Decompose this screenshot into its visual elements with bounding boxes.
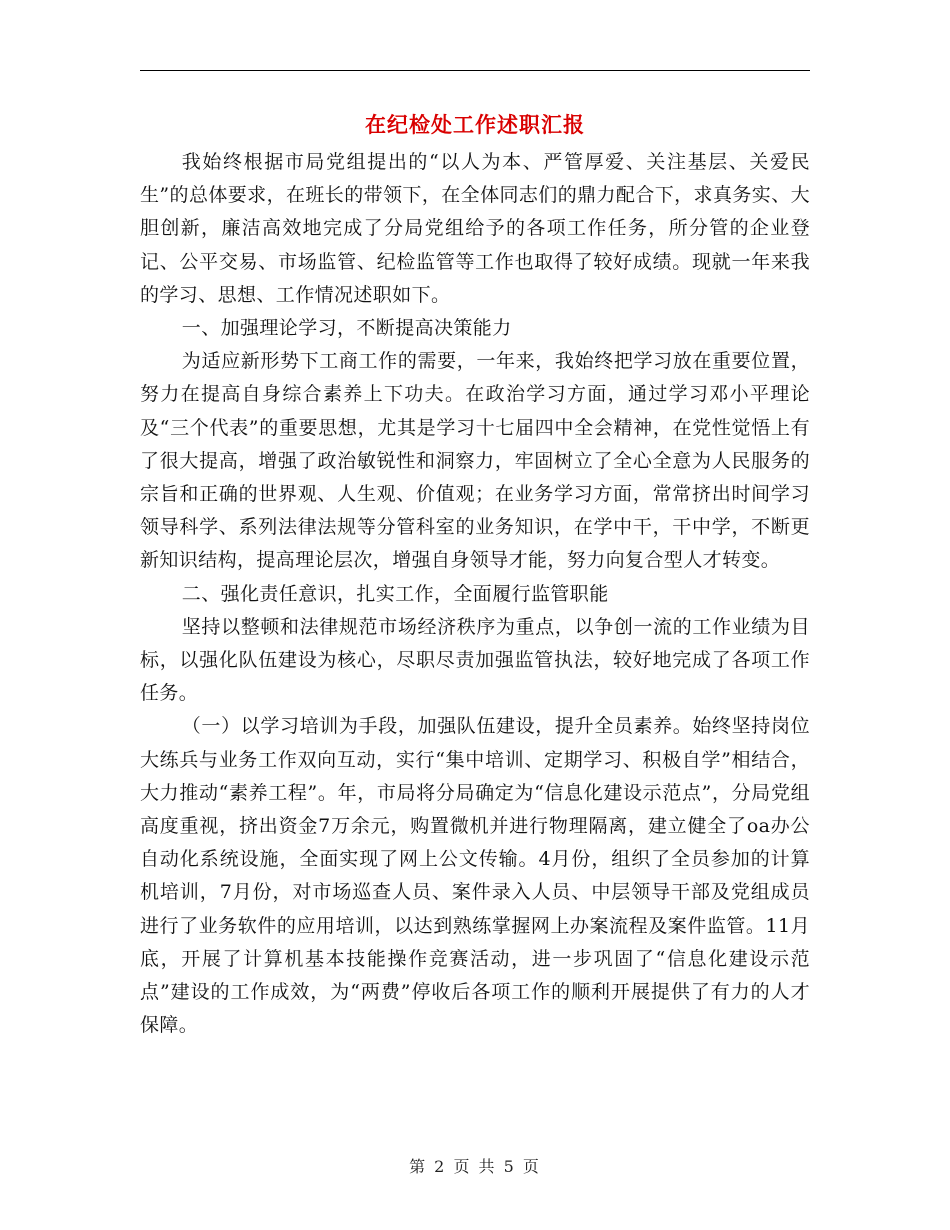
page-number-footer: 第 2 页 共 5 页 [409, 1157, 541, 1176]
document-body [140, 146, 810, 1042]
section-2-paragraph: 坚持以整顿和法律规范市场经济秩序为重点，以争创一流的工作业绩为目标，以强化队伍建设为核心，尽职尽责加强监管执法，较好地完成了各项工作任务。 [140, 615, 810, 705]
subsection-1-paragraph: （一）以学习培训为手段，加强队伍建设，提升全员素养。始终坚持岗位大练兵与业务工作双向互动，实行“集中培训、定期学习、积极自学”相结合，大力推动“素养工程”。年，市局将分局确定为“信息化建设示范点”，分局党组高度重视，挤出资金7万余元，购置微机并进行物理隔离，建立健全了oa办公自动化系统设施，全面实现了网上公文传输。4月份，组织了全员参加的计算机培训，7月份，对市场巡查人员、案件录入人员、中层领导干部及党组成员进行了业务软件的应用培训，以达到熟练掌握网上办案流程及案件监管。11月底，开展了计算机基本技能操作竞赛活动，进一步巩固了“信息化建设示范点”建设的工作成效，为“两费”停收后各项工作的顺利开展提供了有力的人才保障。 [140, 715, 810, 1037]
header-rule [140, 70, 810, 71]
section-heading-2: 二、强化责任意识，扎实工作，全面履行监管职能 [181, 582, 609, 605]
intro-paragraph: 我始终根据市局党组提出的“以人为本、严管厚爱、关注基层、关爱民生”的总体要求，在班长的带领下，在全体同志们的鼎力配合下，求真务实、大胆创新，廉洁高效地完成了分局党组给予的各项工作任务，所分管的企业登记、公平交易、市场监管、纪检监管等工作也取得了较好成绩。现就一年来我的学习、思想、工作情况述职如下。 [140, 151, 810, 306]
document-title: 在纪检处工作述职汇报 [365, 113, 585, 137]
section-heading-1: 一、加强理论学习，不断提高决策能力 [181, 317, 512, 340]
section-1-paragraph: 为适应新形势下工商工作的需要，一年来，我始终把学习放在重要位置，努力在提高自身综合素养上下功夫。在政治学习方面，通过学习邓小平理论及“三个代表”的重要思想，尤其是学习十七届四中全会精神，在党性觉悟上有了很大提高，增强了政治敏锐性和洞察力，牢固树立了全心全意为人民服务的宗旨和正确的世界观、人生观、价值观；在业务学习方面，常常挤出时间学习领导科学、系列法律法规等分管科室的业务知识，在学中干，干中学，不断更新知识结构，提高理论层次，增强自身领导才能，努力向复合型人才转变。 [140, 350, 810, 572]
